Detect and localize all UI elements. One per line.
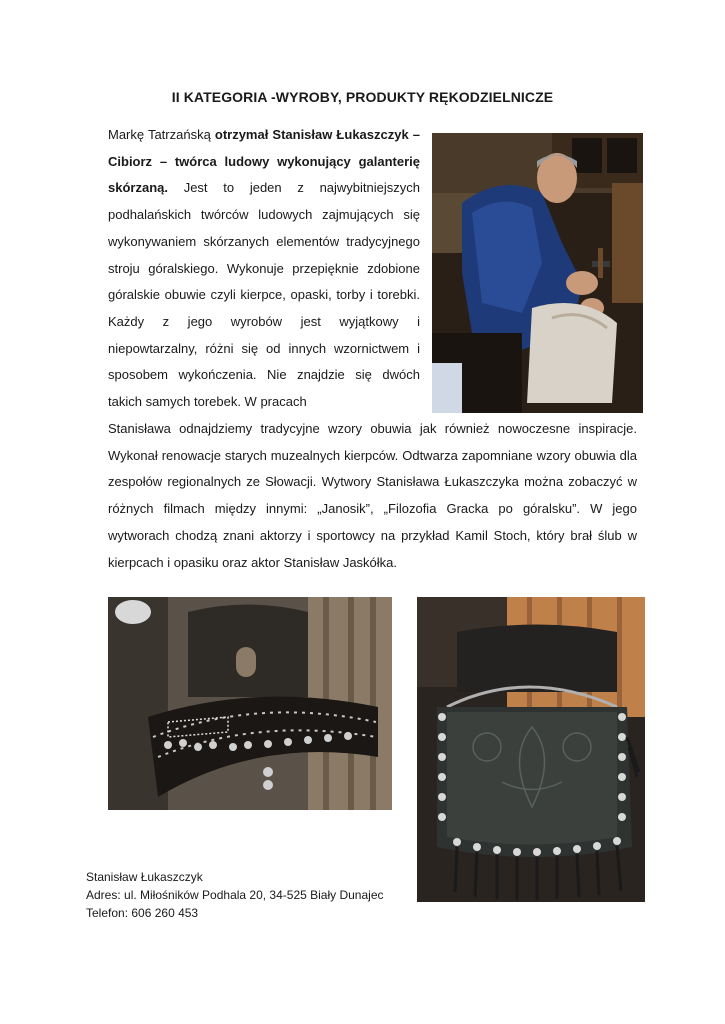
intro-bold: otrzymał Stanisław Łukaszczyk – Cibiorz – twórca ludowy wykonujący galanterię skórzaną.: [108, 127, 420, 196]
intro-rest: Jest to jeden z najwybitniejszych podhalańskich twórców ludowych zajmujących się wykonywaniem skórzanych elementów tradycyjnego stroju góralskiego. Wykonuje przepięknie zdobione góralskie obuwie czyli kierpce, opaski, torby i torebki. Każdy z jego wyrobów jest wyjątkowy i niepowtarzalny, różni się od innych wzornictwem i sposobem wykończenia. Nie znajdzie się dwóch takich samych torebek. W pracach: [108, 180, 420, 410]
intro-lead: Markę Tatrzańską: [108, 127, 215, 142]
continuation-paragraph: Stanisława odnajdziemy tradycyjne wzory obuwia jak również nowoczesne inspiracje. Wykonał renowacje starych muzealnych kierpców. Odtwarza zapomniane wzory obuwia dla zespołów regionalnych ze Słowacji. Wytwory Stanisława Łukaszczyka można zobaczyć w różnych filmach między innymi: „Janosik”, „Filozofia Gracka po góralsku”. W jego wytworach chodzą znani aktorzy i sportowcy na przykład Kamil Stoch, który brał ślub w kierpcach i opasiku oraz aktor Stanisław Jaskółka.: [108, 421, 637, 570]
artisan-photo: [432, 133, 643, 413]
contact-block: [86, 868, 384, 922]
contact-address: Adres: ul. Miłośników Podhala 20, 34-525 Biały Dunajec: [86, 888, 384, 902]
belt-photo: [108, 597, 392, 810]
contact-name: Stanisław Łukaszczyk: [86, 870, 203, 884]
page-title: II KATEGORIA -WYROBY, PRODUKTY RĘKODZIELNICZE: [171, 89, 554, 105]
contact-phone: Telefon: 606 260 453: [86, 906, 199, 920]
intro-paragraph: [108, 122, 420, 416]
bag-photo: [417, 597, 645, 902]
